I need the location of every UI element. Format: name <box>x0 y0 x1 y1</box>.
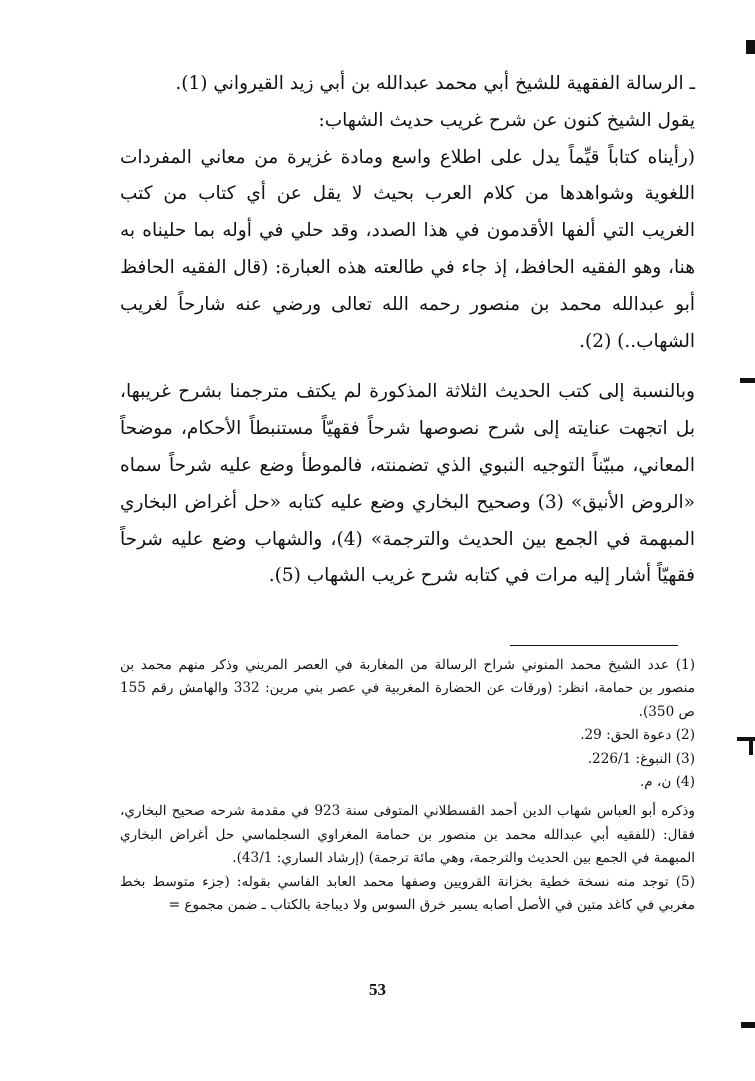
page-number: 53 <box>369 980 386 999</box>
scan-mark-lower-tick <box>749 737 753 755</box>
paragraph-3: (رأيناه كتاباً قيِّماً يدل على اطلاع واسع ومادة غزيرة من معاني المفردات اللغوية وشواهدها من كلام العرب بحيث لا يقل عن أي كتاب من كتب الغريب التي ألفها الأقدمون في هذا الصدد، وقد حلي في أوله بما حليناه به هنا، وهو الفقيه الحافظ، إذ جاء في طالعته هذه العبارة: (قال الفقيه الحافظ أبو عبدالله محمد بن منصور رحمه الله تعالى ورضي عنه شارحاً لغريب الشهاب..) (2). <box>120 146 695 352</box>
footnote-separator <box>510 645 678 646</box>
scan-mark-top <box>746 40 755 54</box>
scan-mark-middle <box>740 378 755 383</box>
footnote-4-continuation: وذكره أبو العباس شهاب الدين أحمد القسطلاني المتوفى سنة 923 في مقدمة شرحه صحيح البخاري، فقال: (للفقيه أبي عبدالله محمد بن منصور بن حمامة المغراوي السجلماسي حل أغراض البخاري المبهمة في الجمع بين الحديث والترجمة، وهي مائة ترجمة) (إرشاد الساري: 43/1). <box>120 803 695 867</box>
footnotes <box>120 654 695 917</box>
paragraph-2: يقول الشيخ كنون عن شرح غريب حديث الشهاب: <box>318 109 695 131</box>
footnote-5: (5) توجد منه نسخة خطية بخزانة القرويين وصفها محمد العابد الفاسي بقوله: (جزء متوسط بخط مغربي في كاغد متين في الأصل أصابه يسير خرق السوس ولا ديباجة بالكتاب ـ ضمن مجموع = <box>120 873 695 914</box>
footnote-4: (4) ن، م. <box>639 774 695 791</box>
footnote-2: (2) دعوة الحق: 29. <box>580 727 695 744</box>
paragraph-1: ـ الرسالة الفقهية للشيخ أبي محمد عبدالله بن أبي زيد القيرواني (1). <box>175 73 695 94</box>
footnote-3: (3) النبوغ: 226/1. <box>587 750 695 767</box>
footnote-1: (1) عدد الشيخ محمد المنوني شراح الرسالة من المغاربة في العصر المريني وذكر منهم محمد بن منصور بن حمامة، انظر: (ورقات عن الحضارة المغربية في عصر بني مرين: 332 والهامش رقم 155 ص 350). <box>120 657 696 720</box>
main-text <box>120 66 695 595</box>
scan-mark-bottom <box>741 1022 755 1028</box>
paragraph-4: وبالنسبة إلى كتب الحديث الثلاثة المذكورة لم يكتف مترجمنا بشرح غريبها، بل اتجهت عنايته إلى شرح نصوصها شرحاً فقهيّاً مستنبطاً الأحكام، موضحاً المعاني، مبيّناً التوجيه النبوي الذي تضمنته، فالموطأ وضع عليه شرحاً سماه «الروض الأنيق» (3) وصحيح البخاري وضع عليه كتابه «حل أغراض البخاري المبهمة في الجمع بين الحديث والترجمة» (4)، والشهاب وضع عليه شرحاً فقهيّاً أشار إليه مرات في كتابه شرح غريب الشهاب (5). <box>120 381 695 587</box>
